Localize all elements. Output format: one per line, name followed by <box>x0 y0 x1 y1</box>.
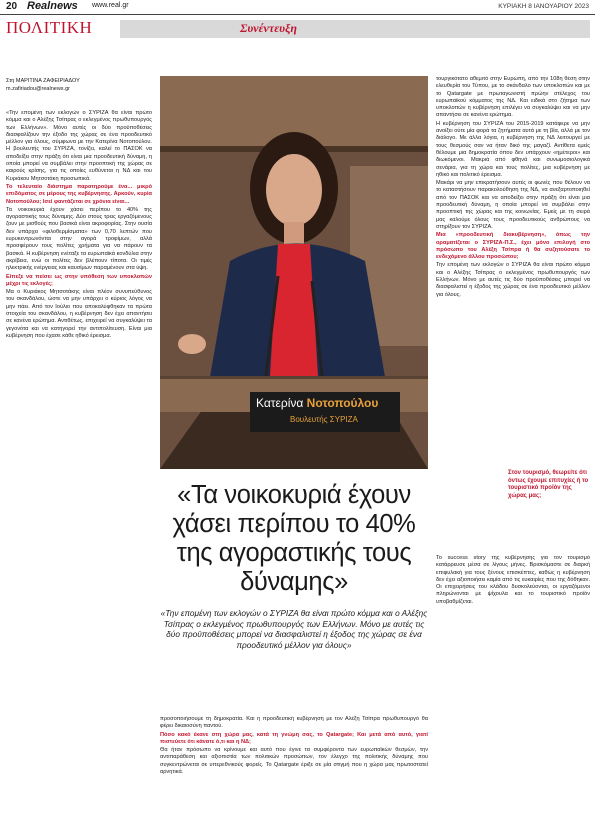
bottom-answer-b: Θα ήταν πρόσωπο να κρίνουμε και αυτό που έγινε τα συμφέροντα των ευρωπαϊκών θεσμών, την αντιπαράθεση και αξιοπιστία των πολιτικών προσώπων, τον έλεγχο της πολιτικής δύναμης που συγκεντρώνεται σε υπερεθνικούς φορείς. Το Qatargate έριξε σε μία στιγμή που η χώρα μας πρωτοστατεί αρνητικά. <box>160 747 428 776</box>
publication-logo: Realnews <box>27 0 78 12</box>
article-column-3-lower <box>436 555 590 817</box>
bottom-answer-a: προσοποιήσουμε τη δημοκρατία. Και η προοδευτική κυβέρνηση με τον Αλέξη Τσίπρα πρωθυπουργό θα φέρει δικαιοσύνη παντού. <box>160 716 428 730</box>
answer-2: Μα ο Κυριάκος Μητσοτάκης είναι πλέον συνυπεύθυνος του σκανδάλου, ώστε να μην υπάρχει ο κύριος λόγος να μην πάει. Από τον Ιούλιο που αποκαλύφθηκαν τα πρώτα στοιχεία του σκανδάλου, η κυβέρνηση δεν έχει απαντήσει σε κανένα ερώτημα. Αντιθέτως, επιχειρεί να συγκαλύψει τα γεγονότα και να κατηγορεί την αντιπολίτευση. Είναι μια κυβέρνηση που έχασε κάθε ηθικό έρεισμα. <box>6 289 152 339</box>
interviewee-name: Κατερίνα Νοτοπούλου <box>256 396 379 410</box>
side-question: Στον τουρισμό, θεωρείτε ότι όντως έχουμε επιτυχίες ή το τουριστικό προϊόν της χώρας μας; <box>508 470 589 499</box>
headline: «Τα νοικοκυριά έχουν χάσει περίπου το 40% της αγοραστικής τους δύναμης» <box>172 481 416 596</box>
interviewee-role: Βουλευτής ΣΥΡΙΖΑ <box>290 415 358 424</box>
author-email: m.zafiriadou@realnews.gr <box>6 86 70 92</box>
subsection-title: Συνέντευξη <box>240 21 297 35</box>
question-2: Είπεξε να πείσει ως στην υπόθεση των υποκλοπών μέχρι τις εκλογές; <box>6 273 152 287</box>
article-column-3 <box>436 76 590 466</box>
answer-3: Μακάρι να μην επικρατήσουν αυτές οι φωνές που θέλουν να το καταστήσουν παρακολούθηση της ΝΔ, να ανεξαρτοποιηθεί από τον ΠΑΣΟΚ και να αποδείξει στην πράξη ότι είναι μια προοδευτική δύναμη, η οποία μπορεί να συμβάλει στην προοπτική της χώρας και της κοινωνίας. Εμείς με τη σειρά μας καλούμε όλους τους προοδευτικούς ανθρώπους να στηρίξουν τον ΣΥΡΙΖΑ. <box>436 180 590 230</box>
section-bar <box>120 20 590 38</box>
section-title: ΠΟΛΙΤΙΚΗ <box>6 18 93 37</box>
answer-4: Την επομένη των εκλογών ο ΣΥΡΙΖΑ θα είναι πρώτο κόμμα και ο Αλέξης Τσίπρας ο εκλεγμένος πρωθυπουργός των Ελλήνων. Μόνο με αυτές τις δύο προϋποθέσεις μπορεί να διασφαλιστεί η έξοδος της χώρας σε ένα προοδευτικό μέλλον για όλους. <box>436 262 590 298</box>
author-byline: Στη ΜΑΡΙΤΙΝΑ ΖΑΦΕΙΡΙΑΔΟΥ <box>6 78 80 84</box>
question-4: Μια «προοδευτική διακυβέρνηση», όπως την οραματίζεται ο ΣΥΡΙΖΑ-Π.Σ., έχει μόνο επιλογή στο πρόσωπο του Αλέξη Τσίπρα ή θα συζητούσατε το ενδεχόμενο άλλου προσώπου; <box>436 232 590 261</box>
pull-quote: «Την επομένη των εκλογών ο ΣΥΡΙΖΑ θα είναι πρώτο κόμμα και ο Αλέξης Τσίπρας ο εκλεγμένος πρωθυπουργός των Ελλήνων. Μόνο με αυτές τις δύο προϋποθέσεις μπορεί να διασφαλιστεί η έξοδος της χώρας σε ένα προοδευτικό μέλλον για όλους» <box>160 608 428 651</box>
bottom-question: Πόσο κακό έκανε στη χώρα μας, κατά τη γνώμη σας, το Qatargate; Και μετά από αυτό, γιατί πιστεύετε ότι κάνατε ό,τι και η ΝΔ; <box>160 731 428 745</box>
answer-1: Τα νοικοκυριά έχουν χάσει περίπου το 40% της αγοραστικής τους δύναμης. Δύο στους τρεις εργαζόμενους ζουν με μισθούς που βασικά είναι ακροφορίας. Στην ουσία δεν υπάρχει «φιλοθερμίσματα» των 0,70 λεπτών που ευρυκεντρωνόνται στην αγορά τροφίμων, αλλά προσφέρουν τους πολίτες χρήματα για να πάρουν τα βασικά. Η κυβέρνηση ενέταξε τα ευρωπαϊκά κονδύλια στην ακρίβεια, ενώ οι πολίτες δεν βλέπουν τίποτα. Οι τιμές ηλεκτρικής ενέργειας και καυσίμων παραμένουν στα ύψη. <box>6 206 152 272</box>
answer-2-continued: Η κυβέρνηση του ΣΥΡΙΖΑ του 2015-2019 κατάφερε να μην ανοίξει ούτε μία φορά τα ζητήματα αυτά με τη βία, αλλά με τον διάλογο. Με άλλα λόγια, η κυβέρνηση της ΝΔ λειτουργεί με τους θεσμούς σαν να ήταν δικό της μαγαζί. Αντίθετα εμείς θέλουμε μια δημοκρατία όπου δεν υπάρχουν «ημέτεροι» και διωκόμενοι. Μακριά από φθηνά και συνωμοσιολογικά σενάρια, για τη χώρα και τους πολίτες, μια κυβέρνηση με ηθικό και πολιτικό έρεισμα. <box>436 120 590 178</box>
issue-date: ΚΥΡΙΑΚΗ 8 ΙΑΝΟΥΑΡΙΟΥ 2023 <box>498 3 589 10</box>
bottom-text <box>160 716 428 818</box>
intro-paragraph: «Την επομένη των εκλογών ο ΣΥΡΙΖΑ θα είναι πρώτο κόμμα και ο Αλέξης Τσίπρας ο εκλεγμένος πρωθυπουργός των Ελλήνων». Μόνο αυτές οι δύο προϋποθέσεις διασφαλίζουν την έξοδο της χώρας σε ένα προοδευτικό μέλλον για όλους, σύμφωνα με την Κατερίνα Νοτοπούλου. Η βουλευτής του ΣΥΡΙΖΑ, τονίζει, καλεί το ΠΑΣΟΚ να αποδείξει στην πράξη ότι είναι μια προοδευτική δύναμη, η οποία μπορεί να συμβάλει στην προοπτική της χώρας σε καιρούς κρίσης, για τις οποίες ευθύνεται η ΝΔ και του Κυριάκου Μητσοτάκη προσωπικά. <box>6 110 152 182</box>
question-1: Το τελευταίο διάστημα παρατηρούμε ένα... μικρό επιδόματος σε μέρους της κυβέρνησης. Αρκούν, κυρία Νοτοπούλου; Ισεί φαντάζεται σε χρόνια είναι... <box>6 183 152 205</box>
answer-1-continued: τουργικότατο αθεμιτό στην Ευρώπη, από την 108η θέση στην ελευθερία του Τύπου, με το σκάνδαλο των υποκλοπών και με το Qatargate με πρωταγωνιστή πρώην στέλεχος του ευρωπαϊκού κόμματος της ΝΔ. Και ειδικά στο ζήτημα των υποκλοπών η κυβέρνηση επιλέγει να συγκαλύψει και να μην απαντήσει σε κανένα ερώτημα. <box>436 76 590 119</box>
publication-url: www.real.gr <box>92 2 129 9</box>
answer-5: Το success story της κυβέρνησης για τον τουρισμό κατάρρευσε μέσα σε λίγους μήνες. Βρισκόμαστε σε διαρκή επιφυλακή για τους ξένους επισκέπτες, καθώς η κυβέρνηση δεν έχει αξιοποιήσει καμία από τις ευκαιρίες που της δόθηκαν. Οι επιχειρήσεις του κλάδου δυσκολεύονται, οι εργαζόμενοι πληρώνονται με ψίχουλα και το τουριστικό προϊόν υποβαθμίζεται. <box>436 555 590 605</box>
page-number: 20 <box>6 1 18 12</box>
article-column-1 <box>6 110 152 818</box>
